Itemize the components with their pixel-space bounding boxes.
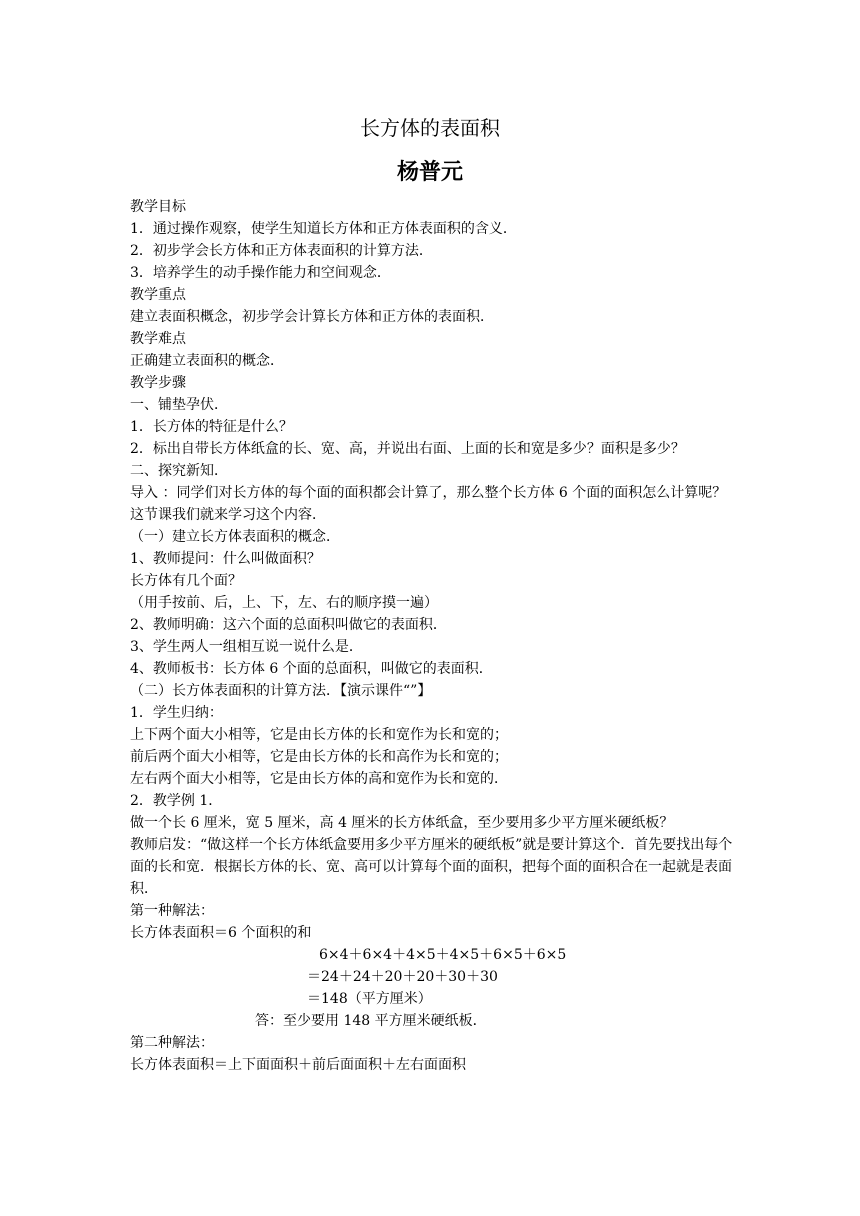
text-line: 2、教师明确：这六个面的总面积叫做它的表面积． xyxy=(130,617,447,633)
text-line: 上下两个面大小相等，它是由长方体的长和宽作为长和宽的； xyxy=(130,727,508,743)
text-line: （二）长方体表面积的计算方法．【演示课件“”】 xyxy=(130,683,432,699)
text-line: 教师启发：“做这样一个长方体纸盒要用多少平方厘米的硬纸板”就是要计算这个．首先要找出每个面的长和宽．根据长方体的长、宽、高可以计算每个面的面积，把每个面的面积合在一起就是表面积． xyxy=(130,837,733,897)
text-line: （用手按前、后，上、下，左、右的顺序摸一遍） xyxy=(130,595,438,611)
text-line: 3、学生两人一组相互说一说什么是． xyxy=(130,639,363,655)
text-line: 正确建立表面积的概念． xyxy=(130,353,284,369)
text-line: （一）建立长方体表面积的概念． xyxy=(130,529,340,545)
formula-line: ＝148（平方厘米） xyxy=(307,991,432,1007)
author-name: 杨普元 xyxy=(396,160,463,185)
text-line: 2．教学例 1． xyxy=(130,793,223,809)
text-line: 前后两个面大小相等，它是由长方体的长和高作为长和宽的； xyxy=(130,749,508,765)
document-body xyxy=(130,196,735,1076)
text-line: 1．长方体的特征是什么？ xyxy=(130,419,293,435)
text-line: 2．初步学会长方体和正方体表面积的计算方法． xyxy=(130,243,433,259)
text-line: 2．标出自带长方体纸盒的长、宽、高，并说出右面、上面的长和宽是多少？面积是多少？ xyxy=(130,441,685,457)
text-line: 教学重点 xyxy=(130,287,186,303)
text-line: 建立表面积概念，初步学会计算长方体和正方体的表面积． xyxy=(130,309,494,325)
text-line: 1．学生归纳： xyxy=(130,705,223,721)
text-line: 长方体有几个面？ xyxy=(130,573,242,589)
text-line: 长方体表面积＝上下面面积＋前后面面积＋左右面面积 xyxy=(130,1057,466,1073)
text-line: 1．通过操作观察，使学生知道长方体和正方体表面积的含义． xyxy=(130,221,517,237)
text-line: 1、教师提问：什么叫做面积？ xyxy=(130,551,321,567)
text-line: 做一个长 6 厘米，宽 5 厘米，高 4 厘米的长方体纸盒，至少要用多少平方厘米硬纸板？ xyxy=(130,815,674,831)
text-line: 教学目标 xyxy=(130,199,186,215)
text-line: 第二种解法： xyxy=(130,1035,214,1051)
text-line: 导入 ：同学们对长方体的每个面的面积都会计算了，那么整个长方体 6 个面的面积怎么计算呢？这节课我们就来学习这个内容． xyxy=(130,485,727,523)
text-line: 左右两个面大小相等，它是由长方体的高和宽作为长和宽的． xyxy=(130,771,508,787)
text-line: 教学难点 xyxy=(130,331,186,347)
text-line: 一、铺垫孕伏． xyxy=(130,397,228,413)
document-title: 长方体的表面积 xyxy=(360,116,500,140)
text-line: 二、探究新知． xyxy=(130,463,228,479)
answer-line: 答：至少要用 148 平方厘米硬纸板． xyxy=(255,1013,487,1029)
formula-line: 6×4＋6×4＋4×5＋4×5＋6×5＋6×5 xyxy=(319,947,567,963)
text-line: 3．培养学生的动手操作能力和空间观念． xyxy=(130,265,391,281)
text-line: 4、教师板书：长方体 6 个面的总面积，叫做它的表面积． xyxy=(130,661,493,677)
formula-line: ＝24＋24＋20＋20＋30＋30 xyxy=(307,969,498,985)
text-line: 第一种解法： xyxy=(130,903,214,919)
text-line: 长方体表面积＝6 个面积的和 xyxy=(130,925,312,941)
text-line: 教学步骤 xyxy=(130,375,186,391)
